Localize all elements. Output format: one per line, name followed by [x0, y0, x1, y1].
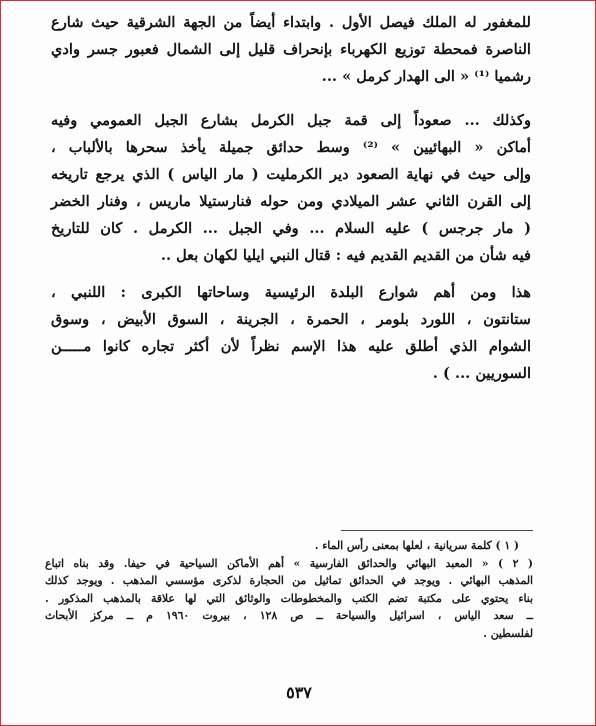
paragraph-2: [51, 107, 531, 269]
text-line: فيه شأن من القديم القديم فيه : قتال النبي ايليا لكهان بعل ..: [160, 247, 531, 264]
text-line: إلى القرن الثاني عشر الميلادي ومن حوله فنارستيلا ماريس ، وفنار الخضر: [51, 193, 531, 210]
text-line: للمغفور له الملك فيصل الأول . وابتداء أيضاً من الجهة الشرقية حيث شارع: [51, 14, 531, 31]
footnote-2: [45, 555, 533, 643]
footnote-1: [45, 537, 533, 555]
footnote-line: لفلسطين .: [483, 626, 533, 640]
text-line: السوريين ... ) .: [432, 365, 531, 382]
footnote-divider: [341, 530, 533, 531]
text-line: رشميا ⁽¹⁾ « الى الهدار كرمل » ...: [321, 68, 531, 85]
text-line: وإلى حيث في نهاية الصعود دير الكرمليت ( مار الياس ) الذي يرجع تاريخه: [51, 166, 531, 183]
text-line: هذا ومن أهم شوارع البلدة الرئيسية وساحاتها الكبرى : اللنبي ،: [51, 284, 531, 301]
paragraph-gap: [51, 90, 531, 107]
footnote-line: ( ٢ ) « المعبد البهائي والحدائق الفارسية » أهم الأماكن السياحية في حيفا. وقد بناه اتباع: [45, 556, 533, 570]
paragraph-gap: [51, 269, 531, 279]
main-text: [51, 9, 531, 387]
text-line: ( مار جرجس ) عليه السلام ... وفي الجبل ... الكرمل . كان للتاريخ: [51, 220, 531, 237]
footnote-line: بناء يحتوي على مكتبة تضم الكتب والمخطوطات والوثائق التي لها علاقة بالمذهب المذكور .: [45, 591, 533, 605]
footnotes: [45, 537, 533, 642]
footnote-line: ــ سعد الياس ، اسرائيل والسياحة ــ ص ١٢٨ ، بيروت ١٩٦٠ م ــ مركز الأبحاث: [45, 609, 533, 622]
paragraph-1: [51, 9, 531, 90]
footnote-line: المذهب البهائي . ويوجد في الحدائق تماثيل من الحجارة لذكرى مؤسسي المذهب . ويوجد كذلك: [45, 574, 533, 587]
text-line: الشوام الذي أطلق عليه هذا الإسم نظراً لأن أكثر تجاره كانوا مـــــن: [51, 338, 531, 355]
text-line: ستانتون ، اللورد بلومر ، الحمرة ، الجرينة ، السوق الأبيض ، وسوق: [51, 311, 531, 328]
footnote-line: ( ١ ) كلمة سريانية ، لعلها بمعنى رأس الماء .: [314, 539, 519, 552]
text-line: الناصرة فمحطة توزيع الكهرباء بإنحراف قليل إلى الشمال فعبور جسر وادي: [51, 41, 531, 58]
text-line: أماكن « البهائيين » ⁽²⁾ وسط حدائق جميلة يأخذ سحرها بالألباب ،: [51, 139, 531, 156]
text-line: وكذلك ... صعوداً إلى قمة جبل الكرمل بشارع الجبل العمومي وفيه: [51, 112, 531, 129]
page-number: ٥٣٧: [286, 683, 312, 702]
paragraph-3: [51, 279, 531, 387]
